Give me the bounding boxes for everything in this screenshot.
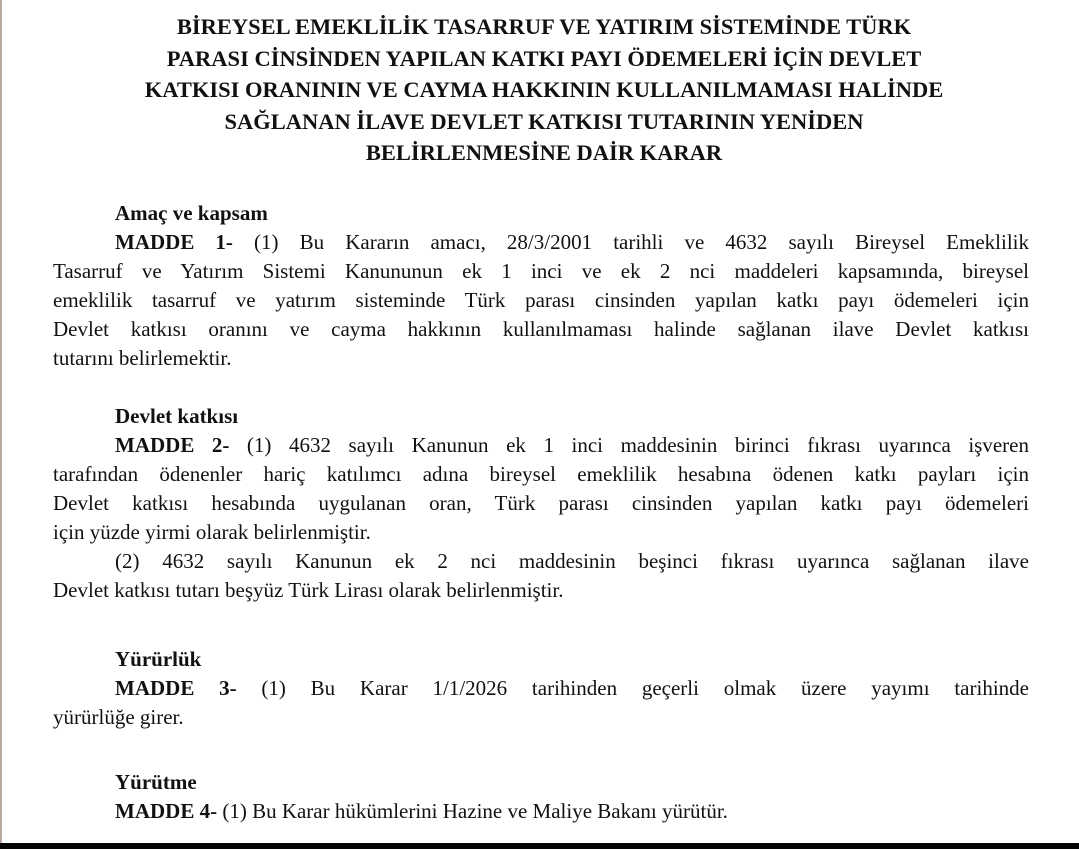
section-heading: Amaç ve kapsam [115,201,268,225]
article-label: MADDE 2- [115,433,230,457]
article-1 [53,228,1029,373]
section-heading: Yürütme [115,770,197,794]
section-heading: Yürürlük [115,647,202,671]
article-line: MADDE 3- (1) Bu Karar 1/1/2026 tarihinden geçerli olmak üzere yayımı tarihinde [115,676,1029,700]
article-label: MADDE 3- [115,676,237,700]
article-line: için yüzde yirmi olarak belirlenmiştir. [53,520,371,544]
article-label: MADDE 4- [115,799,218,823]
section-yururluk [53,645,1029,732]
document-title [53,11,1029,169]
article-line: Tasarruf ve Yatırım Sistemi Kanununun ek 1 inci ve ek 2 nci maddeleri kapsamında, bireysel [53,259,1029,283]
article-2 [53,431,1029,605]
title-line: BİREYSEL EMEKLİLİK TASARRUF VE YATIRIM SİSTEMİNDE TÜRK [176,14,912,39]
title-line: KATKISI ORANININ VE CAYMA HAKKININ KULLANILMAMASI HALİNDE [144,77,944,102]
article-line: MADDE 2- (1) 4632 sayılı Kanunun ek 1 inci maddesinin birinci fıkrası uyarınca işveren [115,433,1029,457]
section-heading: Devlet katkısı [115,404,239,428]
page-left-border [0,0,2,849]
article-line: tarafından ödenenler hariç katılımcı adına bireysel emeklilik hesabına ödenen katkı payları için [53,462,1029,486]
article-line: Devlet katkısı tutarı beşyüz Türk Lirası olarak belirlenmiştir. [53,578,564,602]
article-label: MADDE 1- [115,230,233,254]
article-line: tutarını belirlemektir. [53,346,232,370]
section-yurutme [53,768,1029,826]
section-devlet-katkisi [53,402,1029,605]
article-4 [53,797,1029,826]
page-bottom-border [0,843,1079,849]
section-amac-ve-kapsam [53,199,1029,373]
title-line: SAĞLANAN İLAVE DEVLET KATKISI TUTARININ YENİDEN [224,108,864,134]
article-line: emeklilik tasarruf ve yatırım sisteminde Türk parası cinsinden yapılan katkı payı ödemeleri için [53,288,1029,312]
title-line: PARASI CİNSİNDEN YAPILAN KATKI PAYI ÖDEMELERİ İÇİN DEVLET [166,45,922,71]
article-line: MADDE 4- (1) Bu Karar hükümlerini Hazine ve Maliye Bakanı yürütür. [115,799,728,823]
article-line: (2) 4632 sayılı Kanunun ek 2 nci maddesinin beşinci fıkrası uyarınca sağlanan ilave [115,549,1029,573]
article-line: MADDE 1- (1) Bu Kararın amacı, 28/3/2001 tarihli ve 4632 sayılı Bireysel Emeklilik [115,230,1029,254]
article-line: yürürlüğe girer. [53,705,184,729]
article-line: Devlet katkısı oranını ve cayma hakkının kullanılmaması halinde sağlanan ilave Devlet katkısı [53,317,1029,341]
title-line: BELİRLENMESİNE DAİR KARAR [365,140,723,165]
document-page [53,11,1029,823]
article-line: Devlet katkısı hesabında uygulanan oran, Türk parası cinsinden yapılan katkı payı ödemeleri [53,491,1029,515]
article-3 [53,674,1029,732]
